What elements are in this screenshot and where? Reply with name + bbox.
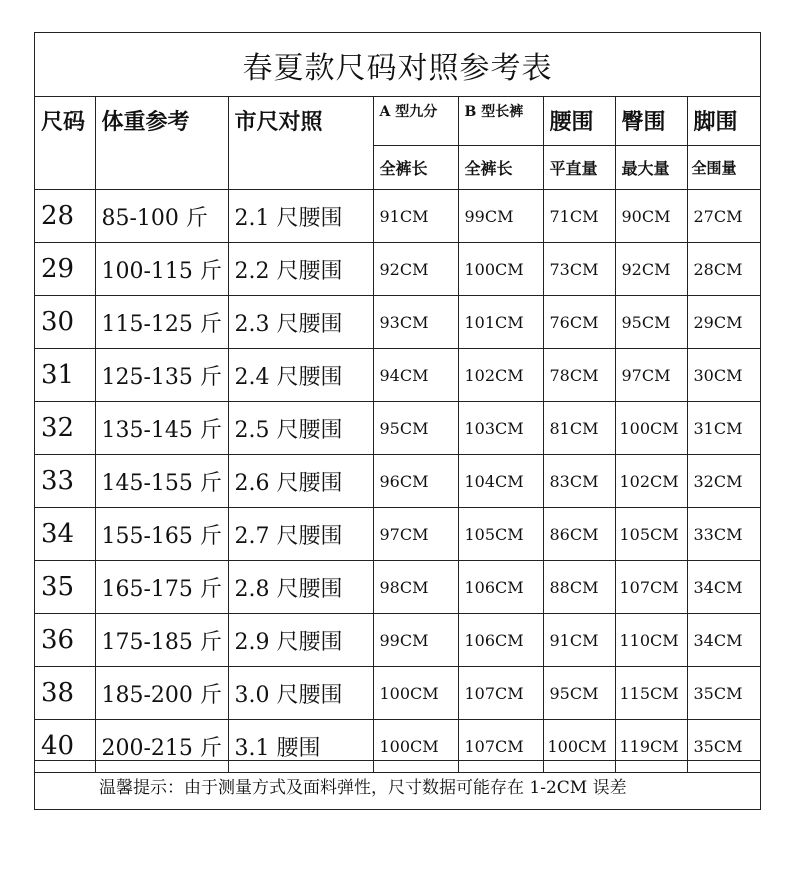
- cell-a-length: 100CM: [373, 667, 458, 720]
- cell-weight: 115-125 斤: [95, 296, 228, 349]
- cell-weight: 125-135 斤: [95, 349, 228, 402]
- cell-hip: 110CM: [615, 614, 687, 667]
- cell-b-length: 106CM: [458, 614, 543, 667]
- cell-city-measure: 2.1 尺腰围: [228, 190, 373, 243]
- table-row: [35, 402, 760, 455]
- cell-size: 33: [35, 455, 95, 508]
- cell-ankle: 31CM: [687, 402, 760, 455]
- cell-weight: 100-115 斤: [95, 243, 228, 296]
- cell-hip: 92CM: [615, 243, 687, 296]
- cell-weight: 85-100 斤: [95, 190, 228, 243]
- cell-b-length: 105CM: [458, 508, 543, 561]
- cell-waist: 73CM: [543, 243, 615, 296]
- cell-waist: 86CM: [543, 508, 615, 561]
- table-row: [35, 190, 760, 243]
- cell-ankle: 28CM: [687, 243, 760, 296]
- cell-weight: 185-200 斤: [95, 667, 228, 720]
- cell-b-length: 101CM: [458, 296, 543, 349]
- cell-hip: 115CM: [615, 667, 687, 720]
- header-waist-sub: 平直量: [543, 146, 615, 190]
- cell-ankle: 34CM: [687, 561, 760, 614]
- cell-a-length: 91CM: [373, 190, 458, 243]
- header-weight: 体重参考: [95, 97, 228, 190]
- cell-a-length: 96CM: [373, 455, 458, 508]
- cell-a-length: 97CM: [373, 508, 458, 561]
- cell-size: 34: [35, 508, 95, 561]
- header-b-type: B 型长裤: [458, 97, 543, 146]
- table-row: [35, 296, 760, 349]
- size-chart-sheet: [34, 32, 761, 810]
- cell-city-measure: 3.1 腰围: [228, 720, 373, 773]
- cell-a-length: 99CM: [373, 614, 458, 667]
- cell-size: 29: [35, 243, 95, 296]
- cell-waist: 78CM: [543, 349, 615, 402]
- cell-weight: 200-215 斤: [95, 720, 228, 773]
- cell-size: 35: [35, 561, 95, 614]
- cell-size: 31: [35, 349, 95, 402]
- cell-size: 36: [35, 614, 95, 667]
- cell-hip: 100CM: [615, 402, 687, 455]
- cell-ankle: 32CM: [687, 455, 760, 508]
- page-title: 春夏款尺码对照参考表: [35, 33, 760, 97]
- cell-hip: 97CM: [615, 349, 687, 402]
- cell-waist: 95CM: [543, 667, 615, 720]
- header-b-sub: 全裤长: [458, 146, 543, 190]
- header-city-measure: 市尺对照: [228, 97, 373, 190]
- header-a-type: A 型九分: [373, 97, 458, 146]
- footer-note: 温馨提示：由于测量方式及面料弹性，尺寸数据可能存在 1-2CM 误差: [35, 760, 760, 809]
- cell-ankle: 35CM: [687, 667, 760, 720]
- header-ankle-sub: 全围量: [687, 146, 760, 190]
- cell-a-length: 92CM: [373, 243, 458, 296]
- size-table: [35, 97, 760, 773]
- cell-b-length: 104CM: [458, 455, 543, 508]
- cell-city-measure: 2.2 尺腰围: [228, 243, 373, 296]
- table-row: [35, 614, 760, 667]
- header-a-sub: 全裤长: [373, 146, 458, 190]
- cell-hip: 107CM: [615, 561, 687, 614]
- cell-b-length: 103CM: [458, 402, 543, 455]
- header-hip-sub: 最大量: [615, 146, 687, 190]
- cell-weight: 175-185 斤: [95, 614, 228, 667]
- cell-waist: 81CM: [543, 402, 615, 455]
- cell-b-length: 107CM: [458, 667, 543, 720]
- cell-ankle: 29CM: [687, 296, 760, 349]
- cell-size: 40: [35, 720, 95, 773]
- cell-city-measure: 2.8 尺腰围: [228, 561, 373, 614]
- cell-hip: 119CM: [615, 720, 687, 773]
- cell-city-measure: 2.3 尺腰围: [228, 296, 373, 349]
- cell-city-measure: 2.6 尺腰围: [228, 455, 373, 508]
- cell-b-length: 107CM: [458, 720, 543, 773]
- cell-a-length: 93CM: [373, 296, 458, 349]
- cell-hip: 102CM: [615, 455, 687, 508]
- cell-city-measure: 2.5 尺腰围: [228, 402, 373, 455]
- cell-ankle: 33CM: [687, 508, 760, 561]
- cell-weight: 155-165 斤: [95, 508, 228, 561]
- cell-city-measure: 2.4 尺腰围: [228, 349, 373, 402]
- header-waist: 腰围: [543, 97, 615, 146]
- table-row: [35, 508, 760, 561]
- cell-waist: 83CM: [543, 455, 615, 508]
- table-row: [35, 667, 760, 720]
- cell-b-length: 99CM: [458, 190, 543, 243]
- cell-waist: 71CM: [543, 190, 615, 243]
- cell-waist: 100CM: [543, 720, 615, 773]
- cell-ankle: 34CM: [687, 614, 760, 667]
- cell-weight: 145-155 斤: [95, 455, 228, 508]
- cell-waist: 88CM: [543, 561, 615, 614]
- cell-size: 38: [35, 667, 95, 720]
- cell-a-length: 100CM: [373, 720, 458, 773]
- cell-waist: 91CM: [543, 614, 615, 667]
- cell-a-length: 98CM: [373, 561, 458, 614]
- cell-b-length: 100CM: [458, 243, 543, 296]
- cell-size: 30: [35, 296, 95, 349]
- cell-city-measure: 3.0 尺腰围: [228, 667, 373, 720]
- cell-ankle: 27CM: [687, 190, 760, 243]
- cell-ankle: 30CM: [687, 349, 760, 402]
- cell-waist: 76CM: [543, 296, 615, 349]
- table-row: [35, 455, 760, 508]
- cell-b-length: 102CM: [458, 349, 543, 402]
- cell-hip: 105CM: [615, 508, 687, 561]
- header-ankle: 脚围: [687, 97, 760, 146]
- cell-ankle: 35CM: [687, 720, 760, 773]
- header-size: 尺码: [35, 97, 95, 190]
- cell-a-length: 95CM: [373, 402, 458, 455]
- table-row: [35, 349, 760, 402]
- table-row: [35, 243, 760, 296]
- cell-weight: 165-175 斤: [95, 561, 228, 614]
- cell-hip: 95CM: [615, 296, 687, 349]
- cell-weight: 135-145 斤: [95, 402, 228, 455]
- header-hip: 臀围: [615, 97, 687, 146]
- cell-size: 28: [35, 190, 95, 243]
- table-row: [35, 561, 760, 614]
- cell-hip: 90CM: [615, 190, 687, 243]
- cell-a-length: 94CM: [373, 349, 458, 402]
- cell-city-measure: 2.7 尺腰围: [228, 508, 373, 561]
- cell-size: 32: [35, 402, 95, 455]
- cell-city-measure: 2.9 尺腰围: [228, 614, 373, 667]
- cell-b-length: 106CM: [458, 561, 543, 614]
